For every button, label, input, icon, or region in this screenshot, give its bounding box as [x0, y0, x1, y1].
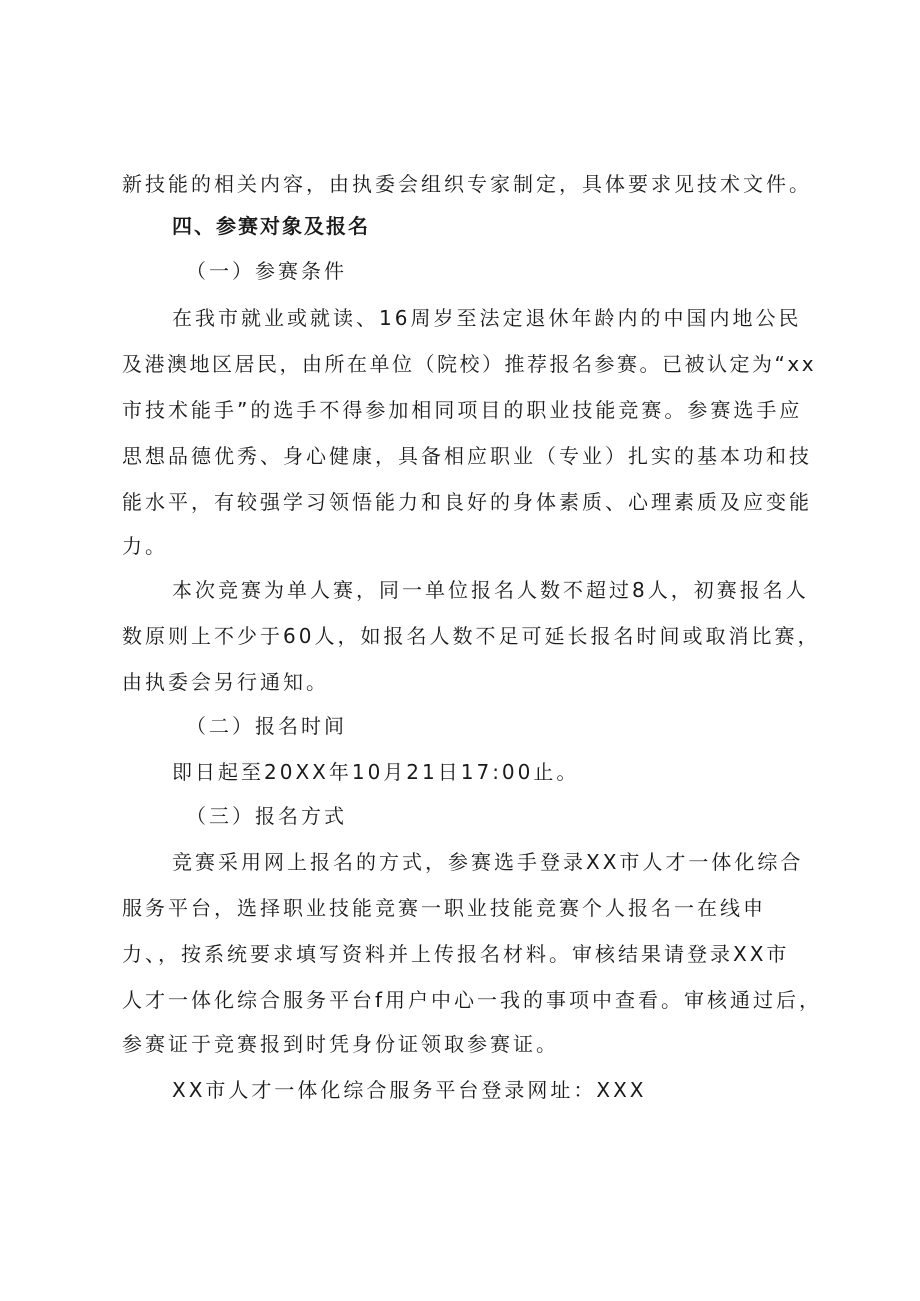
paragraph-line: 竞赛采用网上报名的方式，参赛选手登录XX市人才一体化综合 — [172, 850, 804, 874]
section-heading: 四、参赛对象及报名 — [172, 214, 370, 238]
paragraph-line: 参赛证于竞赛报到时凭身份证领取参赛证。 — [122, 1032, 559, 1056]
paragraph-line: 力、，按系统要求填写资料并上传报名材料。审核结果请登录XX市 — [122, 942, 790, 966]
paragraph-line: 及港澳地区居民，由所在单位（院校）推荐报名参赛。已被认定为“xx — [122, 352, 817, 376]
subsection-heading: （三）报名方式 — [186, 804, 347, 828]
paragraph-line: 力。 — [122, 534, 168, 558]
paragraph-line: 服务平台，选择职业技能竞赛一职业技能竞赛个人报名一在线申 — [122, 896, 766, 920]
paragraph-line: 本次竞赛为单人赛，同一单位报名人数不超过8人，初赛报名人 — [172, 578, 809, 602]
paragraph-line: 人才一体化综合服务平台f用户中心一我的事项中查看。审核通过后， — [122, 988, 823, 1012]
subsection-heading: （一）参赛条件 — [186, 259, 347, 283]
paragraph-line: 市技术能手”的选手不得参加相同项目的职业技能竞赛。参赛选手应 — [122, 398, 803, 422]
paragraph-line: 新技能的相关内容，由执委会组织专家制定，具体要求见技术文件。 — [122, 172, 812, 196]
subsection-heading: （二）报名时间 — [186, 714, 347, 738]
paragraph-line: 数原则上不少于60人，如报名人数不足可延长报名时间或取消比赛， — [122, 624, 821, 648]
paragraph-line: 能水平，有较强学习领悟能力和良好的身体素质、心理素质及应变能 — [122, 490, 812, 514]
paragraph-line: 思想品德优秀、身心健康，具备相应职业（专业）扎实的基本功和技 — [122, 444, 812, 468]
paragraph-line: 由执委会另行通知。 — [122, 670, 329, 694]
paragraph-line: 即日起至20XX年10月21日17:00止。 — [172, 760, 580, 784]
paragraph-line: 在我市就业或就读、16周岁至法定退休年龄内的中国内地公民 — [172, 306, 802, 330]
paragraph-line: XX市人才一体化综合服务平台登录网址：XXX — [172, 1078, 647, 1102]
